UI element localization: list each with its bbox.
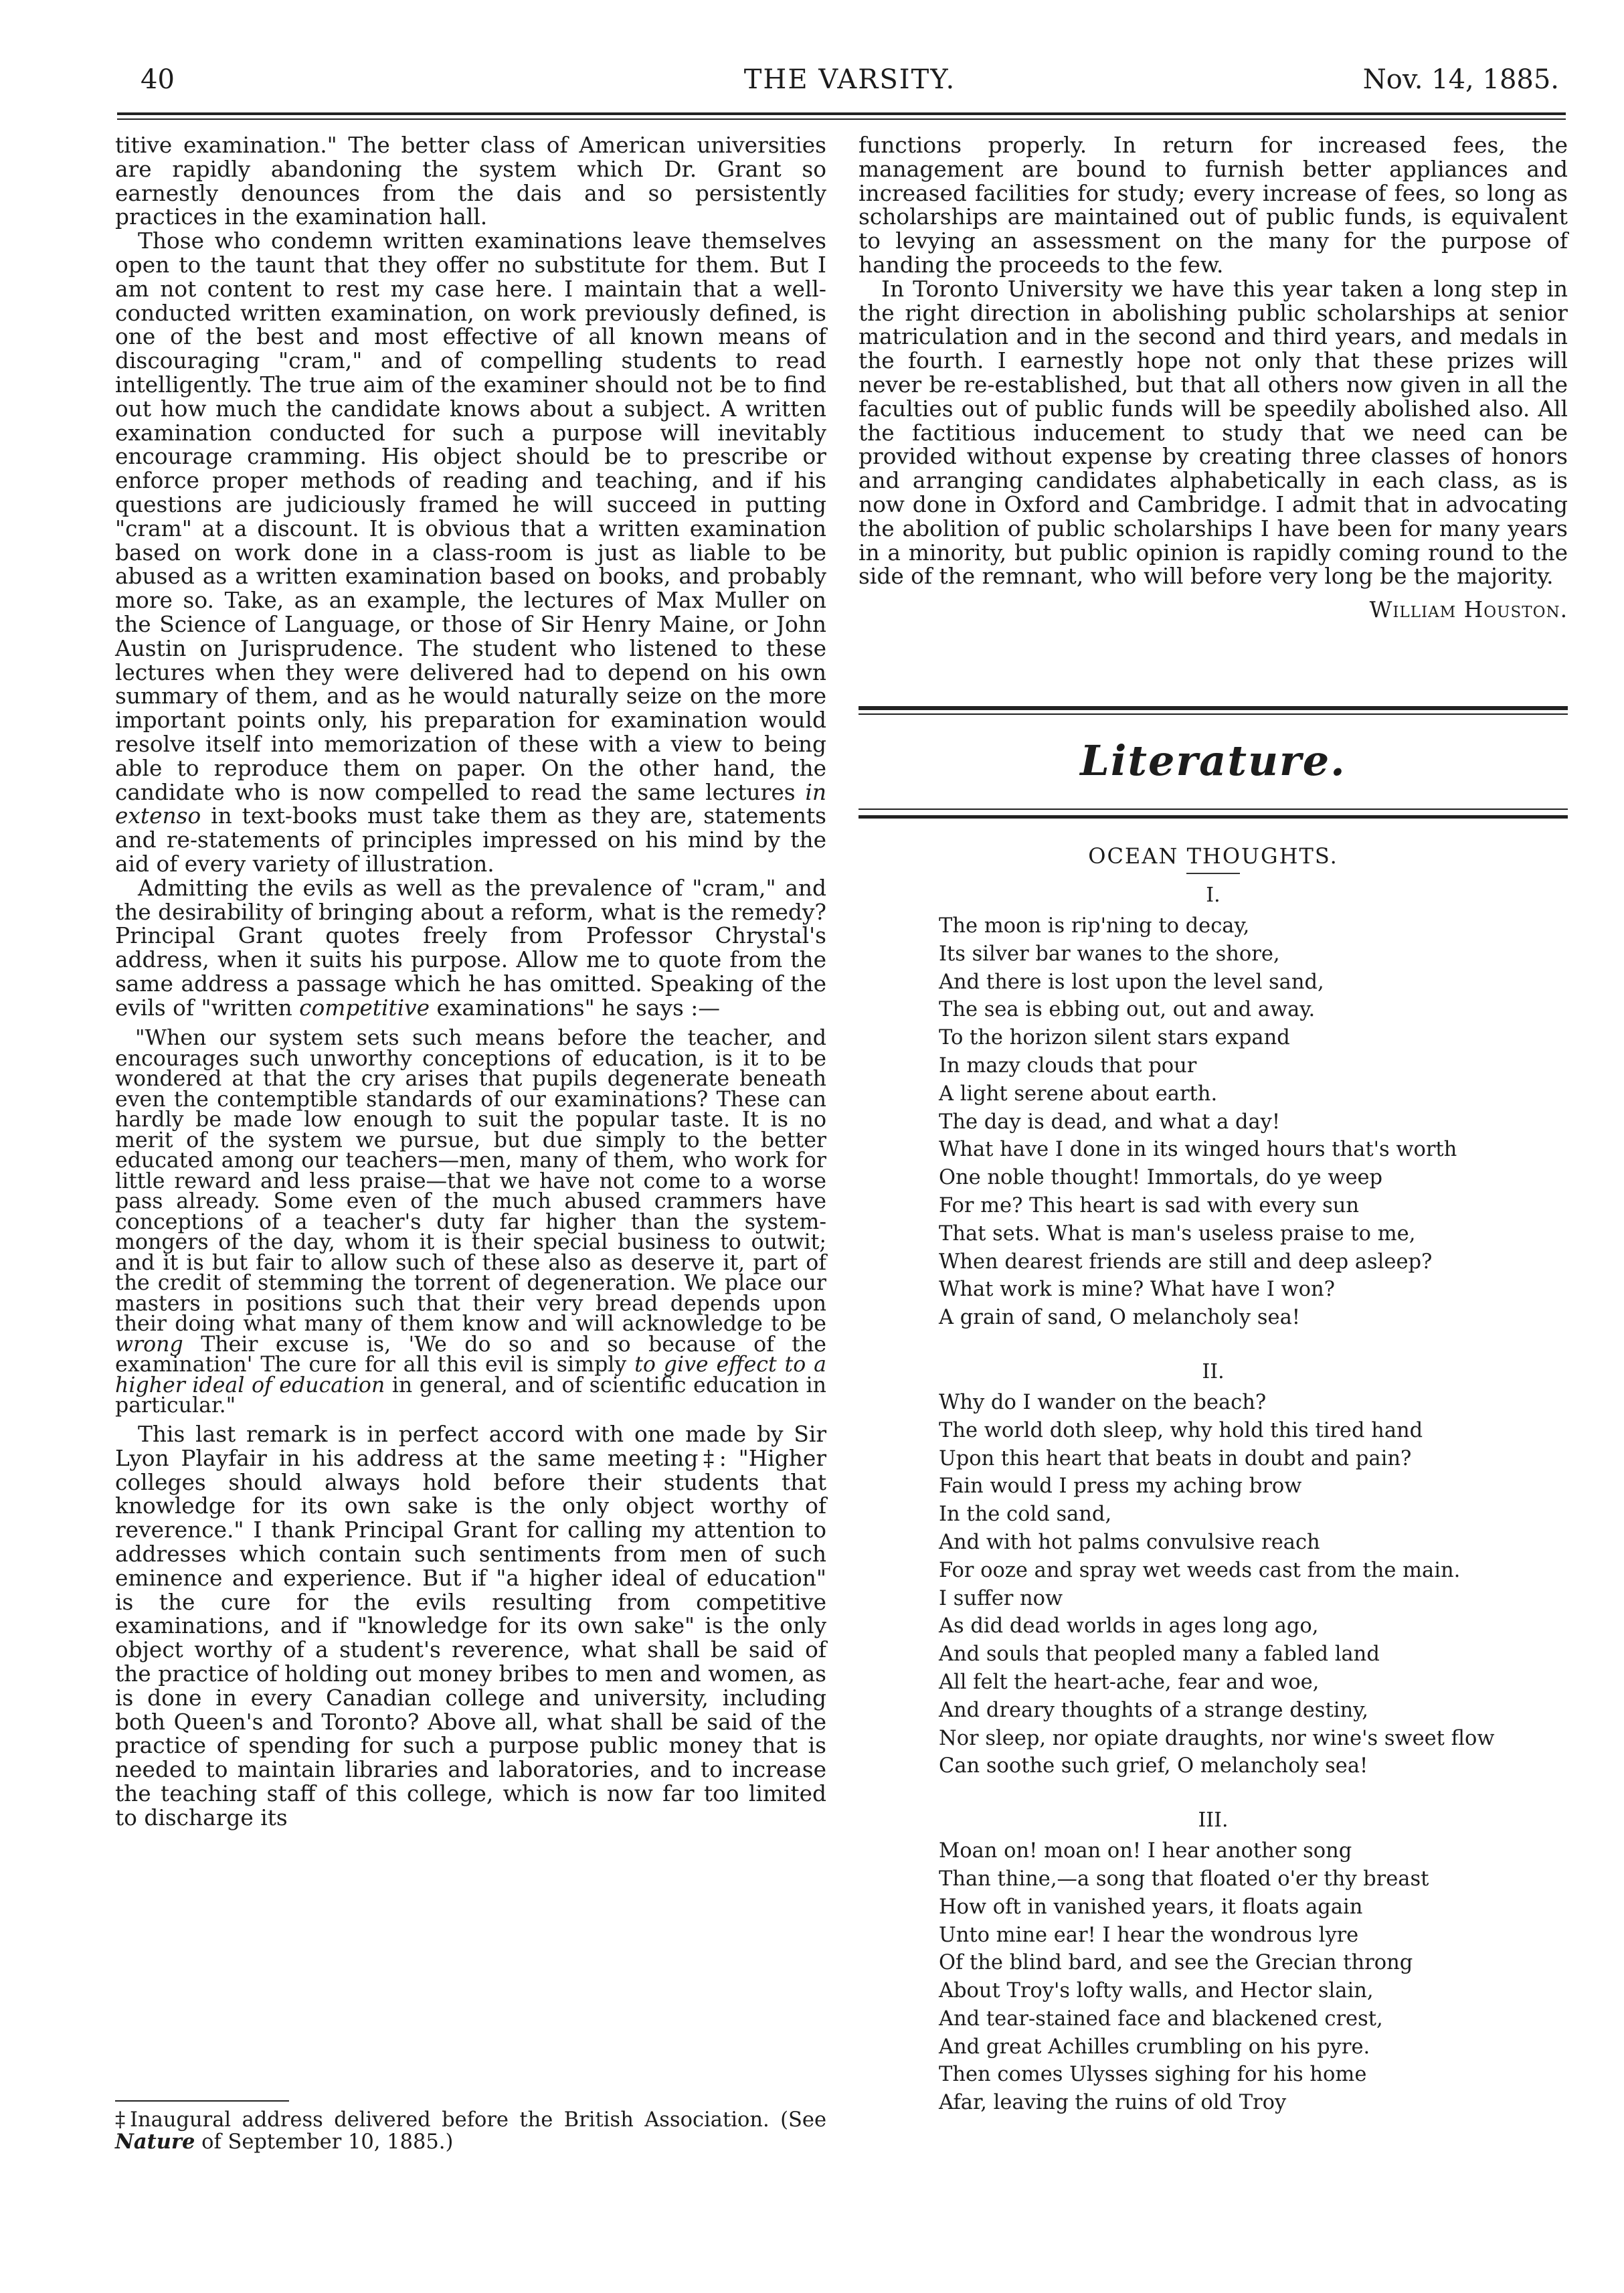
- stanza-number: II.: [1202, 1359, 1225, 1383]
- header-rule-thin: [117, 118, 1566, 120]
- poem-line: The moon is rip'ning to decay,: [939, 914, 1250, 938]
- issue-date: Nov. 14, 1885.: [1362, 64, 1559, 95]
- section-rule: [859, 815, 1568, 819]
- paragraph: Those who condemn written examinations leave themselves open to the taunt that they offer no substitute for them. But I am not content to rest my case here. I maintain that a well-conducted written examination, on work previously defined, is one of the best and most effective of all known means of discouraging "cram," and of compelling students to read intelligently. The true aim of the examiner should not be to find out how much the candidate knows about a subject. A written examination conducted for such a purpose will inevitably encourage cramming. His object should be to prescribe or enforce proper methods of reading and teaching, and if his questions are judiciously framed he will succeed in putting "cram" at a discount. It is obvious that a written examination based on work done in a class-room is just as liable to be abused as a written examination based on books, and probably more so. Take, as an example, the lectures of Max Muller on the Science of Language, or those of Sir Henry Maine, or John Austin on Jurisprudence. The student who listened to these lectures when they were delivered had to depend on his own summary of them, and as he would naturally seize on the more important points only, his preparation for examination would resolve itself into memorization of these with a view to being able to reproduce them on paper. On the other hand, the candidate who is now compelled to read the same lectures in extenso in text-books must take them as they are, statements and re-statements of principles impressed on his mind by the aid of every variety of illustration.: [115, 228, 826, 877]
- stanza: [939, 912, 1568, 1332]
- title-rule: [1186, 873, 1240, 874]
- poem-line: And there is lost upon the level sand,: [939, 970, 1324, 994]
- poem-line: Can soothe such grief, O melancholy sea!: [939, 1754, 1368, 1778]
- poem-line: And dreary thoughts of a strange destiny,: [939, 1698, 1368, 1722]
- section-rule: [859, 706, 1568, 710]
- poem-line: Of the blind bard, and see the Grecian throng: [939, 1951, 1413, 1975]
- paragraph: In Toronto University we have this year taken a long step in the right direction in abolishing public scholarships at senior matriculation and in the second and third years, and medals in the fourth. I earnestly hope not only that these prizes will never be re-established, but that all others now given in all the faculties out of public funds will be speedily abolished also. All the factitious inducement to study that we need can be provided without expense by creating three classes of honors and arranging candidates alphabetically in each class, as is now done in Oxford and Cambridge. I admit that in advocating the abolition of public scholarships I have been for many years in a minority, but public opinion is rapidly coming round to the side of the remnant, who will before very long be the majority.: [859, 276, 1568, 590]
- poem-line: For ooze and spray wet weeds cast from the main.: [939, 1558, 1461, 1582]
- poem-line: Then comes Ulysses sighing for his home: [939, 2063, 1367, 2087]
- paragraph: Admitting the evils as well as the prevalence of "cram," and the desirability of bringing about a reform, what is the remedy? Principal Grant quotes freely from Professor Chrystal's address, when it suits his purpose. Allow me to quote from the same address a passage which he has omitted. Speaking of the evils of "written competitive examinations" he says :—: [115, 875, 826, 1021]
- poem-line: And great Achilles crumbling on his pyre.: [939, 2035, 1370, 2059]
- stanza: [939, 1389, 1568, 1780]
- poem-line: Why do I wander on the beach?: [939, 1390, 1267, 1414]
- poem-line: And souls that peopled many a fabled land: [939, 1642, 1380, 1667]
- poem-line: As did dead worlds in ages long ago,: [939, 1614, 1319, 1638]
- left-column: [115, 134, 826, 1831]
- footnote: ‡Inaugural address delivered before the British Association. (See Nature of September 10, 1885.): [115, 2108, 826, 2154]
- section-rule: [859, 713, 1568, 715]
- paragraph: This last remark is in perfect accord with one made by Sir Lyon Playfair in his address at the same meeting‡: "Higher colleges should always hold before their students that knowledge for its own sake is the only object worthy of reverence." I thank Principal Grant for calling my attention to addresses which contain such sentiments from men of such eminence and experience. But if "a higher ideal of education" is the cure for the evils resulting from competitive examinations, and if "knowledge for its own sake" is the only object worthy of a student's reverence, what shall be said of the practice of holding out money bribes to men and women, as is done in every Canadian college and university, including both Queen's and Toronto? Above all, what shall be said of the practice of spending for such a purpose public money that is needed to maintain libraries and laboratories, and to increase the teaching staff of this college, which is now far too limited to discharge its: [115, 1421, 826, 1831]
- page-number: 40: [141, 64, 175, 95]
- poem-line: And with hot palms convulsive reach: [939, 1530, 1320, 1554]
- stanza-number: III.: [1198, 1808, 1229, 1833]
- poem-line: The world doth sleep, why hold this tired hand: [939, 1418, 1423, 1442]
- section-rule: [859, 809, 1568, 810]
- poem-line: Than thine,—a song that floated o'er thy breast: [939, 1867, 1429, 1891]
- poem-line: Moan on! moan on! I hear another song: [939, 1839, 1352, 1863]
- poem-line: The sea is ebbing out, out and away.: [939, 998, 1316, 1022]
- poem-line: When dearest friends are still and deep asleep?: [939, 1250, 1433, 1274]
- poem-line: In mazy clouds that pour: [939, 1053, 1197, 1078]
- footnote-rule: [115, 2100, 289, 2102]
- stanza: [939, 1837, 1568, 2117]
- poem-line: All felt the heart-ache, fear and woe,: [939, 1670, 1320, 1694]
- literature-heading: Literature.: [1080, 736, 1346, 785]
- poem-line: Upon this heart that beats in doubt and pain?: [939, 1446, 1412, 1470]
- poem-line: One noble thought! Immortals, do ye weep: [939, 1166, 1383, 1190]
- poem: [859, 843, 1568, 2117]
- poem-line: That sets. What is man's useless praise to me,: [939, 1221, 1416, 1246]
- poem-line: And tear-stained face and blackened crest,: [939, 2007, 1383, 2031]
- poem-line: About Troy's lofty walls, and Hector slain,: [939, 1979, 1374, 2003]
- poem-line: In the cold sand,: [939, 1503, 1112, 1527]
- author-signature: William Houston.: [1369, 597, 1568, 623]
- poem-line: Fain would I press my aching brow: [939, 1474, 1302, 1499]
- poem-line: A grain of sand, O melancholy sea!: [939, 1306, 1301, 1330]
- poem-line: I suffer now: [939, 1586, 1063, 1610]
- poem-line: To the horizon silent stars expand: [939, 1026, 1290, 1050]
- poem-line: Afar, leaving the ruins of old Troy: [939, 2091, 1287, 2115]
- right-column: [859, 134, 1568, 622]
- poem-line: Nor sleep, nor opiate draughts, nor wine's sweet flow: [939, 1726, 1495, 1750]
- block-quote: "When our system sets such means before the teacher, and encourages such unworthy conceptions of education, is it to be wondered at that the cry arises that pupils degenerate beneath even the contemptible standards of our examinations? These can hardly be made low enough to suit the popular taste. It is no merit of the system we pursue, but due simply to the better educated among our teachers—men, many of them, who work for little reward and less praise—that we have not come to a worse pass already. Some even of the much abused crammers have conceptions of a teacher's duty far higher than the system-mongers of the day, whom it is their special business to outwit; and it is but fair to allow such of these also as deserve it, part of the credit of stemming the torrent of degeneration. We place our masters in positions such that their very bread depends upon their doing what many of them know and will acknowledge to be wrong Their excuse is, 'We do so and so because of the examination' The cure for all this evil is simply to give effect to a higher ideal of education in general, and of scientific education in particular.": [115, 1026, 827, 1418]
- page-header: [141, 64, 1559, 104]
- poem-line: The day is dead, and what a day!: [939, 1110, 1281, 1134]
- stanza-number: I.: [1206, 883, 1221, 907]
- poem-line: How oft in vanished years, it floats again: [939, 1895, 1363, 1919]
- header-rule-thick: [117, 112, 1566, 115]
- paragraph: functions properly. In return for increased fees, the management are bound to furnish better appliances and increased facilities for study; every increase of fees, so long as scholarships are maintained out of public funds, is equivalent to levying an assessment on the many for the purpose of handing the proceeds to the few.: [859, 133, 1568, 278]
- poem-line: For me? This heart is sad with every sun: [939, 1193, 1360, 1217]
- poem-line: Its silver bar wanes to the shore,: [939, 942, 1280, 966]
- poem-line: A light serene about earth.: [939, 1082, 1218, 1106]
- poem-title: OCEAN THOUGHTS.: [1088, 843, 1338, 869]
- poem-line: Unto mine ear! I hear the wondrous lyre: [939, 1923, 1359, 1947]
- paragraph: titive examination." The better class of American universities are rapidly abandoning the system which Dr. Grant so earnestly denounces from the dais and so persistently practices in the examination hall.: [115, 133, 826, 230]
- poem-line: What work is mine? What have I won?: [939, 1278, 1336, 1302]
- poem-line: What have I done in its winged hours that's worth: [939, 1138, 1457, 1162]
- masthead: THE VARSITY.: [743, 64, 956, 95]
